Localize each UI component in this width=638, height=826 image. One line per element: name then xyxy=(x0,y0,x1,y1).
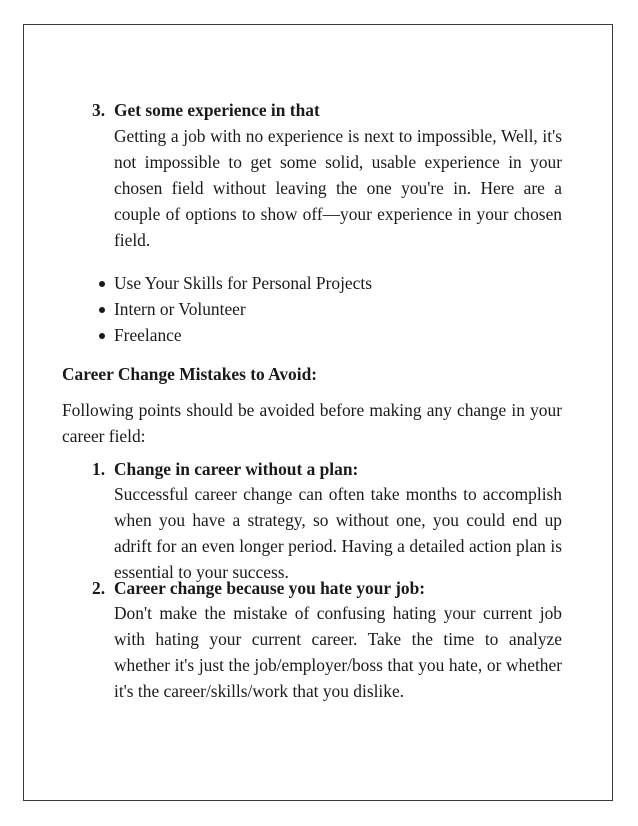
section-3-body: Getting a job with no experience is next to impossible, Well, it's not impossible to get some solid, usable experience in your chosen field without leaving the one you're in. Here are a couple of options to show off—your experience in your chosen field. xyxy=(114,126,562,250)
bullet-dot xyxy=(99,307,105,313)
section-3-number: 3. xyxy=(92,100,106,120)
section-3-heading xyxy=(92,97,320,123)
section-3-title: Get some experience in that xyxy=(114,100,320,120)
mistakes-heading: Career Change Mistakes to Avoid: xyxy=(62,364,318,384)
mistake-2-heading xyxy=(92,575,425,601)
mistake-2-title: Career change because you hate your job: xyxy=(114,578,426,598)
bullet-item: Use Your Skills for Personal Projects xyxy=(114,273,372,293)
bullet-dot xyxy=(99,333,105,339)
mistake-1-body: Successful career change can often take months to accomplish when you have a strategy, so without one, you could end up adrift for an even longer period. Having a detailed action plan is essential to your success. xyxy=(114,484,562,582)
mistake-1-title: Change in career without a plan: xyxy=(114,459,359,479)
mistake-2-number: 2. xyxy=(92,578,106,598)
mistake-1-heading xyxy=(92,456,358,482)
bullet-item: Freelance xyxy=(114,325,182,345)
mistake-1-number: 1. xyxy=(92,459,106,479)
mistake-2-body: Don't make the mistake of confusing hating your current job with hating your current career. Take the time to analyze whether it's just the job/employer/boss that you hate, or whether it's the career/skills/work that you dislike. xyxy=(114,603,562,701)
bullet-dot xyxy=(99,281,105,287)
bullet-item: Intern or Volunteer xyxy=(114,299,246,319)
mistakes-intro: Following points should be avoided before making any change in your career field: xyxy=(62,400,562,446)
